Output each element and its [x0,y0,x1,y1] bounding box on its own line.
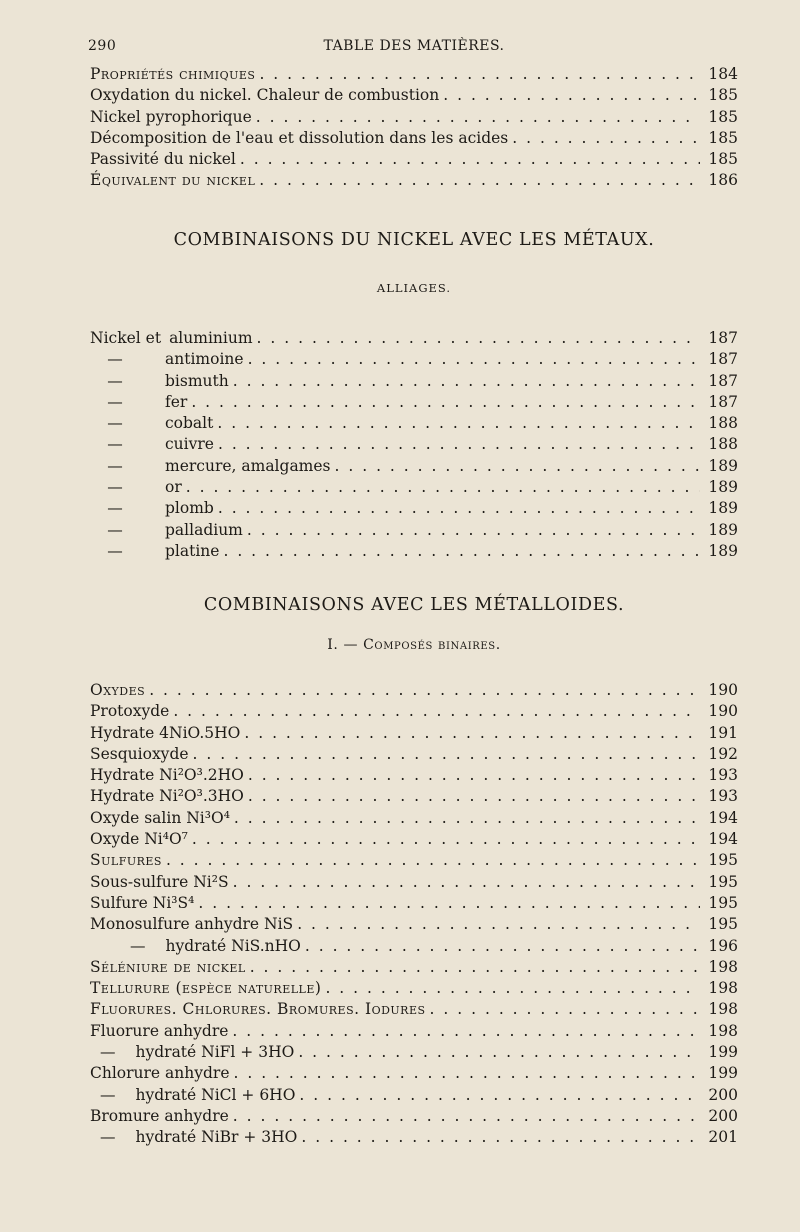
entry-page-number: 189 [708,541,738,560]
toc-entry [90,349,738,370]
dot-leader [297,914,700,935]
entry-page-number: 199 [708,1043,738,1062]
entry-page-number: 189 [708,499,738,518]
entry-page-number: 185 [708,86,738,105]
dot-leader [233,371,700,392]
toc-entry-label-group [90,541,219,562]
toc-entry-label-group [90,520,243,541]
toc-entry-label-group [90,371,229,392]
dot-leader [191,392,700,413]
toc-entry-label-group [90,328,253,349]
dot-leader [244,723,700,744]
entry-page-number: 190 [708,681,738,699]
entry-dash: — [100,1085,116,1104]
entry-label: Sous-sulfure Ni²S [90,872,229,891]
toc-entry-label-group [90,456,331,477]
entry-page-number: 184 [708,65,738,83]
entry-label: Oxydation du nickel. Chaleur de combustion [90,86,440,105]
page-number: 290 [88,38,117,54]
toc-entry [90,149,738,170]
toc-entry-label-group [90,829,188,850]
entry-page-number: 188 [708,435,738,454]
toc-entry [90,1127,738,1148]
entry-label: Bromure anhydre [90,1106,229,1125]
dot-leader [193,744,700,765]
dot-leader [218,498,700,519]
section-heading-metals: COMBINAISONS DU NICKEL AVEC LES MÉTAUX. [173,230,655,250]
entry-page-number: 199 [708,1064,738,1083]
entry-page-number: 192 [708,744,738,763]
toc-section-binary [90,680,738,1149]
entry-page-number: 185 [708,128,738,147]
entry-page-number: 189 [708,456,738,475]
toc-entry-label-group [90,349,244,370]
toc-entry [90,1085,738,1106]
subheading-alloys: ALLIAGES. [376,281,452,295]
dot-leader [298,1042,700,1063]
dot-leader [173,701,700,722]
entry-page-number: 189 [708,478,738,497]
toc-entry-label-group [90,957,246,978]
toc-entry [90,808,738,829]
toc-entry [90,936,738,957]
toc-entry-label-group [90,893,194,914]
entry-page-number: 198 [708,979,738,998]
entry-label: Passivité du nickel [90,150,236,169]
entry-page-number: 186 [708,171,738,190]
toc-entry-label-group [90,1085,295,1106]
dot-leader [233,1106,700,1127]
toc-entry [90,1106,738,1127]
toc-entry-label-group [90,85,439,106]
entry-page-number: 188 [708,414,738,433]
toc-entry-label-group [90,936,301,957]
dot-leader [443,85,700,106]
dot-leader [217,413,700,434]
subheading-binary-compounds: I. — Composés binaires. [327,637,501,653]
dot-leader [248,349,700,370]
toc-section-properties [90,64,738,192]
toc-entry-label-group [90,680,145,701]
dot-leader [218,434,700,455]
entry-label: Sulfures [90,851,162,870]
toc-entry-label-group [90,1106,229,1127]
entry-label: Équivalent du nickel [90,171,256,190]
toc-entry-label-group [90,978,321,999]
entry-prefix: — [107,541,123,560]
entry-label: mercure, amalgames [165,456,331,475]
entry-prefix: — [107,499,123,518]
toc-entry [90,893,738,914]
toc-entry [90,498,738,519]
entry-page-number: 190 [708,702,738,721]
toc-entry [90,541,738,562]
entry-page-number: 193 [708,787,738,806]
toc-entry [90,786,738,807]
toc-entry [90,765,738,786]
dot-leader [166,850,700,871]
dot-leader [232,1021,700,1042]
entry-label: Oxyde Ni⁴O⁷ [90,830,188,849]
toc-entry [90,107,738,128]
dot-leader [192,829,700,850]
entry-prefix: — [107,371,123,390]
toc-entry [90,371,738,392]
dot-leader [248,765,700,786]
dot-leader [256,107,700,128]
dot-leader [247,520,700,541]
running-title: TABLE DES MATIÈRES. [323,38,505,54]
toc-entry [90,723,738,744]
toc-entry [90,64,738,85]
toc-entry [90,680,738,701]
toc-entry-label-group [90,744,189,765]
toc-entry [90,328,738,349]
entry-prefix: — [107,456,123,475]
entry-page-number: 201 [708,1128,738,1147]
entry-page-number: 185 [708,107,738,126]
toc-entry-label-group [90,701,169,722]
entry-prefix: — [107,478,123,497]
entry-page-number: 196 [708,936,738,955]
toc-entry [90,413,738,434]
entry-label: Hydrate Ni²O³.2HO [90,766,244,785]
entry-label: bismuth [165,371,229,390]
dot-leader [305,936,700,957]
dot-leader [259,64,700,85]
entry-page-number: 195 [708,893,738,912]
entry-label: Séléniure de nickel [90,957,246,976]
toc-entry [90,957,738,978]
dot-leader [240,149,700,170]
entry-label: hydraté NiS.nHO [165,936,301,955]
entry-prefix: — [107,350,123,369]
dot-leader [223,541,700,562]
toc-entry [90,128,738,149]
entry-label: Fluorures. Chlorures. Bromures. Iodures [90,1000,426,1019]
entry-label: hydraté NiFl + 3HO [135,1043,295,1062]
entry-label: Sulfure Ni³S⁴ [90,893,195,912]
entry-label: Propriétés chimiques [90,65,256,83]
entry-page-number: 187 [708,350,738,369]
toc-entry-label-group [90,872,229,893]
toc-entry [90,1021,738,1042]
toc-entry-label-group [90,1021,228,1042]
entry-label: Hydrate 4NiO.5HO [90,723,241,742]
toc-entry-label-group [90,723,240,744]
entry-label: hydraté NiBr + 3HO [135,1128,298,1147]
entry-page-number: 193 [708,766,738,785]
entry-page-number: 194 [708,830,738,849]
entry-label: cobalt [165,414,214,433]
toc-entry-label-group [90,914,293,935]
dot-leader [301,1127,700,1148]
dot-leader [250,957,700,978]
entry-label: Sesquioxyde [90,744,189,763]
toc-entry-label-group [90,392,187,413]
entry-label: Fluorure anhydre [90,1021,229,1040]
entry-dash: — [130,936,146,955]
toc-entry-label-group [90,107,252,128]
toc-entry [90,850,738,871]
entry-prefix: — [107,435,123,454]
toc-entry [90,914,738,935]
section-heading-metalloids: COMBINAISONS AVEC LES MÉTALLOIDES. [203,595,625,615]
entry-page-number: 194 [708,808,738,827]
toc-entry [90,978,738,999]
toc-entry-label-group [90,498,214,519]
toc-entry [90,999,738,1020]
toc-entry-label-group [90,1127,297,1148]
entry-label: Protoxyde [90,702,170,721]
entry-label: Chlorure anhydre [90,1064,230,1083]
dot-leader [234,808,700,829]
entry-page-number: 187 [708,371,738,390]
toc-entry [90,477,738,498]
dot-leader [198,893,700,914]
entry-label: plomb [165,499,214,518]
toc-entry-label-group [90,765,244,786]
toc-entry [90,85,738,106]
toc-entry-label-group [90,170,255,191]
entry-dash: — [100,1128,116,1147]
entry-page-number: 198 [708,957,738,976]
toc-entry-label-group [90,850,162,871]
entry-page-number: 195 [708,915,738,934]
entry-label: platine [165,541,220,560]
toc-entry [90,1063,738,1084]
entry-label: Oxydes [90,681,146,699]
toc-entry [90,434,738,455]
toc-entry-label-group [90,1063,230,1084]
toc-section-alloys [90,328,738,562]
entry-page-number: 198 [708,1021,738,1040]
toc-entry-label-group [90,477,182,498]
toc-entry [90,829,738,850]
entry-prefix: Nickel et [90,329,162,347]
entry-page-number: 187 [708,329,738,347]
toc-entry-label-group [90,808,230,829]
entry-page-number: 189 [708,520,738,539]
dot-leader [233,872,700,893]
entry-prefix: — [107,414,123,433]
toc-entry-label-group [90,149,236,170]
entry-label: palladium [165,520,243,539]
entry-label: cuivre [165,435,214,454]
entry-dash: — [100,1043,116,1062]
entry-label: Hydrate Ni²O³.3HO [90,787,244,806]
entry-label: antimoine [165,350,244,369]
page-header [88,38,740,58]
dot-leader [512,128,700,149]
entry-label: Décomposition de l'eau et dissolution dans les acides [90,128,509,147]
entry-page-number: 187 [708,392,738,411]
dot-leader [248,786,700,807]
dot-leader [149,680,700,701]
toc-entry-label-group [90,128,508,149]
entry-page-number: 200 [708,1106,738,1125]
entry-label: or [165,478,182,497]
entry-page-number: 191 [708,723,738,742]
entry-label: Monosulfure anhydre NiS [90,915,294,934]
toc-entry [90,392,738,413]
dot-leader [325,978,700,999]
dot-leader [259,170,700,191]
entry-label: fer [165,392,188,411]
dot-leader [186,477,700,498]
entry-label: aluminium [169,329,253,347]
toc-entry-label-group [90,434,214,455]
toc-entry-label-group [90,999,426,1020]
toc-entry [90,520,738,541]
entry-page-number: 185 [708,150,738,169]
toc-entry [90,1042,738,1063]
entry-label: hydraté NiCl + 6HO [135,1085,296,1104]
dot-leader [234,1063,701,1084]
toc-entry [90,170,738,191]
entry-page-number: 200 [708,1085,738,1104]
entry-page-number: 195 [708,872,738,891]
dot-leader [299,1085,700,1106]
dot-leader [335,456,700,477]
toc-entry-label-group [90,1042,294,1063]
entry-page-number: 198 [708,1000,738,1019]
entry-label: Tellurure (espèce naturelle) [90,979,322,998]
entry-page-number: 195 [708,851,738,870]
toc-entry [90,456,738,477]
toc-entry-label-group [90,786,244,807]
entry-label: Nickel pyrophorique [90,107,252,126]
toc-entry [90,701,738,722]
toc-entry-label-group [90,64,255,85]
dot-leader [257,328,700,349]
entry-label: Oxyde salin Ni³O⁴ [90,808,230,827]
entry-prefix: — [107,520,123,539]
toc-entry [90,744,738,765]
toc-entry-label-group [90,413,213,434]
dot-leader [430,999,700,1020]
entry-prefix: — [107,392,123,411]
toc-entry [90,872,738,893]
